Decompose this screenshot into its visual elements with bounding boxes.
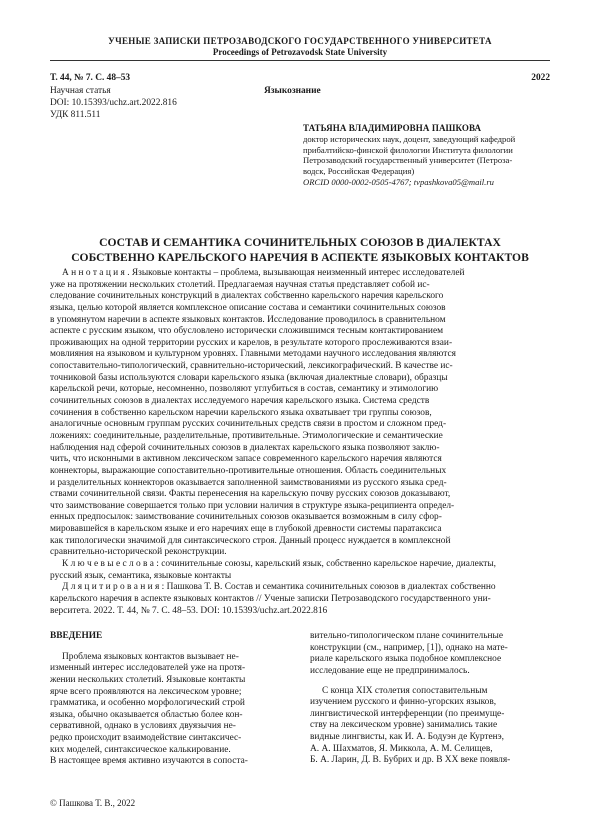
abstract-text: Языковые контакты – проблема, вызывающая неизменный интерес исследователей	[129, 268, 465, 278]
year: 2022	[531, 73, 550, 83]
abstract-block	[50, 268, 550, 617]
text-line: карельской речи, которые, несомненно, позволяют углубиться в состав, семантику и этимологию	[50, 384, 439, 395]
doi: DOI: 10.15393/uchz.art.2022.816	[50, 98, 177, 108]
text-line: в упомянутом наречии в аспекте языковых контактов. Исследование проводилось в сравнительном	[50, 314, 446, 325]
author-orcid: ORCID 0000-0002-0505-4767; tvpashkova05@mail.ru	[303, 176, 494, 187]
copyright: © Пашкова Т. В., 2022	[50, 798, 136, 808]
text-line: исследование еще не предпринималось.	[310, 665, 470, 676]
journal-name-ru: УЧЕНЫЕ ЗАПИСКИ ПЕТРОЗАВОДСКОГО ГОСУДАРСТВЕННОГО УНИВЕРСИТЕТА	[108, 36, 492, 46]
text-line: языка, целью которой является комплексное описание состава и семантики сочинительных союзов	[50, 302, 446, 313]
keywords-line	[50, 559, 550, 571]
text-line: Проблема языковых контактов вызывает не-	[62, 651, 239, 662]
text-line: жении нескольких столетий. Языковые контакты	[50, 674, 246, 685]
text-line: риале карельского языка подобное комплексное	[310, 654, 502, 665]
author-affiliation-line: доктор исторических наук, доцент, заведующий кафедрой	[303, 133, 516, 144]
text-line: лингвистической интерференции (по преимуще-	[310, 708, 505, 719]
text-line: проживающих на одной территории русских и карелов, в результате которого прослеживаются взаи-	[50, 337, 453, 348]
text-line: коннекторы, выражающие сопоставительно-противительные отношения. Область соединительных	[50, 465, 447, 476]
text-line: видные лингвисты, как И. А. Бодуэн де Куртенэ,	[310, 732, 505, 743]
intro-right-column	[310, 631, 550, 767]
text-line: С конца XIX столетия сопоставительным	[322, 685, 488, 696]
journal-name-en: Proceedings of Petrozavodsk State University	[212, 47, 388, 57]
text-line: мовлияния на языковом и культурном уровнях. Главными методами научного исследования являются	[50, 349, 456, 360]
text-line: языка, обычно оказывается областью более кон-	[50, 709, 243, 720]
text-line: ложениях: соединительные, разделительные, противительные. Этимологические и семантические	[50, 430, 443, 441]
intro-left-column	[50, 631, 294, 768]
text-line: ствами сочинительной связи. Факты перенесения на карельскую почву русских союзов доказывают,	[50, 489, 451, 500]
text-line: мировавшейся в карельском языке и его наречиях еще в глубокой древности системы паратаксиса	[50, 524, 442, 535]
keywords-label: К л ю ч е в ы е с л о в а :	[62, 559, 159, 570]
keywords-line: русский язык, семантика, языковые контакты	[50, 570, 232, 581]
citation-line: верситета. 2022. Т. 44, № 7. С. 48–53. DOI: 10.15393/uchz.art.2022.816	[50, 605, 328, 616]
abstract-label: А н н о т а ц и я .	[62, 268, 130, 278]
article-title	[50, 236, 550, 265]
citation-label: Д л я ц и т и р о в а н и я :	[62, 582, 165, 593]
title-line: СОБСТВЕННО КАРЕЛЬСКОГО НАРЕЧИЯ В АСПЕКТЕ ЯЗЫКОВЫХ КОНТАКТОВ	[71, 250, 529, 264]
intro-heading: ВВЕДЕНИЕ	[50, 631, 103, 641]
abstract-first-line	[50, 268, 550, 280]
text-line: аспекте с русским языком, что обусловлено исторически сложившимся тесным контактированием	[50, 326, 444, 337]
text-line: редко происходит взаимодействие синтаксичес-	[50, 733, 242, 744]
text-line: сочинения в собственно карельском наречии карельского языка охватывает три группы союзов,	[50, 407, 432, 418]
text-line: и разделительных коннекторов оказывается заполненной заимствованиями из русского языка сред-	[50, 477, 447, 488]
text-line: ких моделей, синтаксическое калькирование.	[50, 744, 231, 755]
volume-info: Т. 44, № 7. С. 48–53	[50, 73, 131, 83]
text-line: чить, что исконными в активном лексическом запасе современного карельского наречия являются	[50, 454, 442, 465]
text-line: точниковой базы используются словари карельского языка (включая диалектные словари), образцы	[50, 372, 448, 383]
text-line: сервативной, однако в условиях двуязычия не-	[50, 721, 236, 732]
intro-right-paragraph-2	[310, 686, 550, 767]
author-block	[303, 123, 553, 188]
author-affiliation-line: прибалтийско-финской филологии Института филологии	[303, 144, 513, 155]
udc: УДК 811.511	[50, 110, 101, 120]
text-line: А. А. Шахматов, Я. Миккола, А. М. Селищев,	[310, 743, 493, 754]
author-affiliation-line: водск, Российская Федерация)	[303, 166, 415, 177]
text-line: уже на протяжении нескольких столетий. Предлагаемая научная статья представляет собой ис-	[50, 279, 430, 290]
text-line: следование сочинительных конструкций в диалектах собственно карельского наречия карельского	[50, 291, 444, 302]
section-name: Языкознание	[264, 86, 321, 96]
intro-right-paragraph-1	[310, 631, 550, 678]
citation-line	[50, 582, 550, 594]
text-line: ству на лексическом уровне) занимались такие	[310, 720, 498, 731]
citation-line: карельского наречия в аспекте языковых контактов // Ученые записки Петрозаводского государственного уни-	[50, 593, 491, 604]
text-line: сравнительно-исторической реконструкции.	[50, 547, 227, 558]
keywords-text: сочинительные союзы, карельский язык, собственно карельское наречие, диалекты,	[158, 559, 497, 570]
text-line: ярче всего проявляются на лексическом уровне;	[50, 686, 242, 697]
text-line: изучением русского и финно-угорских языков,	[310, 697, 497, 708]
article-type: Научная статья	[50, 86, 111, 96]
text-line: конструкции (см., например, [1]), однако на мате-	[310, 642, 508, 653]
title-line: СОСТАВ И СЕМАНТИКА СОЧИНИТЕЛЬНЫХ СОЮЗОВ В ДИАЛЕКТАХ	[99, 236, 501, 249]
intro-left-body	[50, 652, 294, 768]
text-line: енных предпосылок: заимствование сочинительных союзов оказывается возможным в силу сфор-	[50, 512, 442, 523]
author-name: ТАТЬЯНА ВЛАДИМИРОВНА ПАШКОВА	[303, 123, 482, 133]
text-line: В настоящее время активно изучаются в сопоста-	[50, 756, 248, 767]
header-divider	[50, 60, 550, 61]
text-line: изменный интерес исследователей уже на протя-	[50, 663, 246, 674]
text-line: сопоставительно-типологический, сравнительно-исторический, лексикографический. В качестве ис-	[50, 361, 453, 372]
text-line: Б. А. Ларин, Д. В. Бубрих и др. В XX веке появля-	[310, 755, 511, 766]
text-line: как типологически значимой для синтаксического строя. Данный процесс нуждается в комплексной	[50, 535, 451, 546]
text-line: сочинительных союзов в диалектах исследуемого наречия карельского языка. Система средств	[50, 396, 430, 407]
citation-text: Пашкова Т. В. Состав и семантика сочинительных союзов в диалектах собственно	[164, 582, 496, 593]
author-affiliation-line: Петрозаводский государственный университет (Петроза-	[303, 155, 513, 166]
text-line: что заимствование совершается только при условии наличия в структуре языка-реципиента определ-	[50, 500, 455, 511]
abstract-body	[50, 280, 550, 559]
text-line: вительно-типологическом плане сочинительные	[310, 631, 503, 641]
text-line: наблюдения над сферой сочинительных союзов в диалектах карельского языка позволяют заклю-	[50, 442, 440, 453]
text-line: грамматика, и особенно морфологический строй	[50, 698, 245, 709]
text-line: аналогичные основным группам русских сочинительных средств связи в простом и сложном пред-	[50, 419, 447, 430]
